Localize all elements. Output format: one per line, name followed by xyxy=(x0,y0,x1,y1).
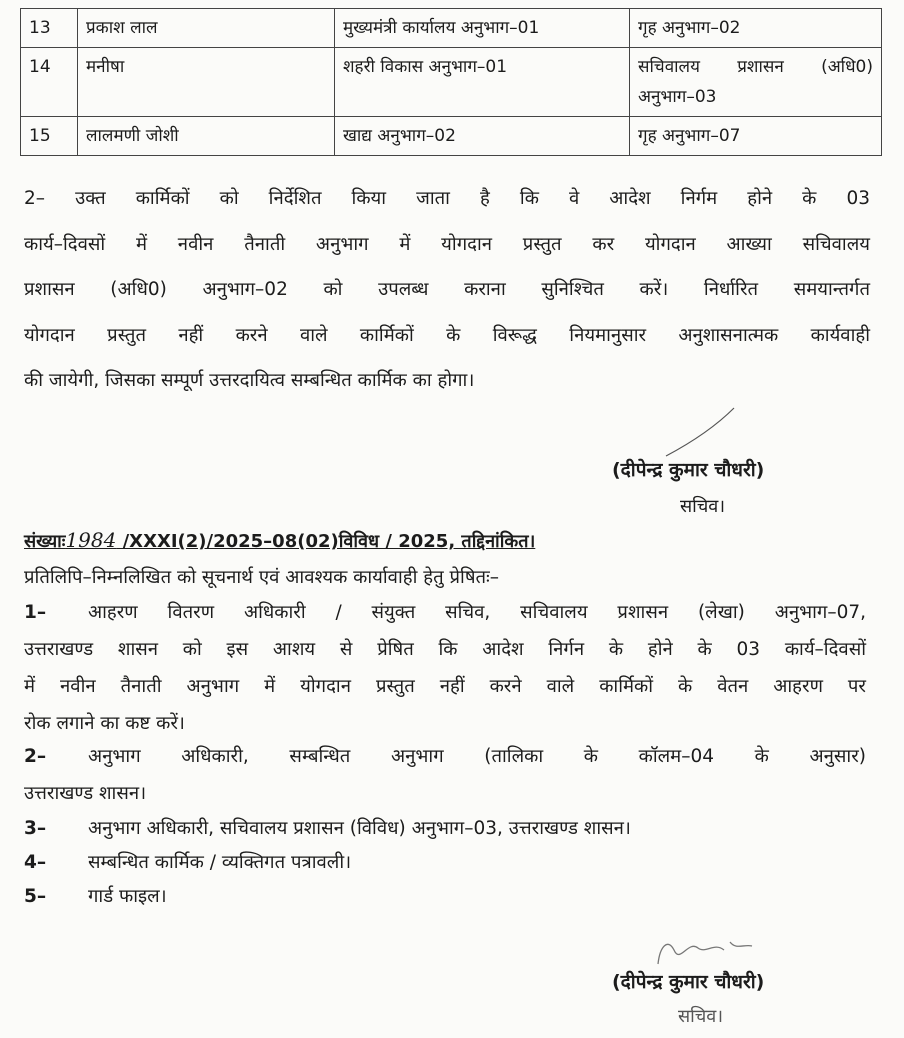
serial-cell: 13 xyxy=(21,9,78,48)
copy-item-number: 3– xyxy=(24,818,47,839)
copy-item-line: उत्तराखण्ड शासन। xyxy=(24,783,147,804)
reference-rest: /XXXI(2)/2025–08(02)विविध / 2025, तद्दिनांकित। xyxy=(116,531,536,552)
copy-item-line: 5– गार्ड फाइल। xyxy=(24,878,866,915)
copy-item-number: 1– xyxy=(24,602,47,623)
copy-item-line: में नवीन तैनाती अनुभाग में योगदान प्रस्तुत नहीं करने वाले कार्मिकों के वेतन आहरण पर xyxy=(24,676,866,697)
paragraph-line: योगदान प्रस्तुत नहीं करने वाले कार्मिकों के विरूद्ध नियमानुसार अनुशासनात्मक कार्यवाही xyxy=(24,324,870,346)
serial-cell: 15 xyxy=(21,117,78,156)
paragraph-line: प्रशासन (अधि0) अनुभाग–02 को उपलब्ध कराना सुनिश्चित करें। निर्धारित समयान्तर्गत xyxy=(24,279,870,300)
copy-item xyxy=(24,810,866,847)
copy-item-number: 5– xyxy=(24,886,47,907)
new-section-line: सचिवालय प्रशासन (अधि0) xyxy=(638,57,873,77)
instruction-paragraph xyxy=(24,176,870,404)
current-section-cell: शहरी विकास अनुभाग–01 xyxy=(335,48,630,117)
name-cell: मनीषा xyxy=(78,48,335,117)
reference-prefix: संख्याः xyxy=(24,531,66,552)
table-row xyxy=(21,48,882,117)
current-section-cell: खाद्य अनुभाग–02 xyxy=(335,117,630,156)
copy-item-number: 2– xyxy=(24,746,47,767)
paragraph-line: की जायेगी, जिसका सम्पूर्ण उत्तरदायित्व सम्बन्धित कार्मिक का होगा। xyxy=(24,370,475,391)
copy-item-line: 3– अनुभाग अधिकारी, सचिवालय प्रशासन (विविध) अनुभाग–03, उत्तराखण्ड शासन। xyxy=(24,810,866,847)
signatory-title: सचिव। xyxy=(678,1006,724,1027)
copy-item-line: उत्तराखण्ड शासन को इस आशय से प्रेषित कि आदेश निर्गन के होने के 03 कार्य–दिवसों xyxy=(24,639,866,660)
copy-item-line: रोक लगाने का कष्ट करें। xyxy=(24,713,185,734)
copy-item xyxy=(24,738,866,812)
paragraph-line: कार्य–दिवसों में नवीन तैनाती अनुभाग में योगदान प्रस्तुत कर योगदान आख्या सचिवालय xyxy=(24,233,870,255)
copy-heading: प्रतिलिपि–निम्नलिखित को सूचनार्थ एवं आवश्यक कार्यावाही हेतु प्रेषितः– xyxy=(24,567,500,588)
copy-item-number: 4– xyxy=(24,852,47,873)
new-section-line: अनुभाग–03 xyxy=(638,87,717,107)
signatory-name: (दीपेन्द्र कुमार चौधरी) xyxy=(612,459,765,481)
current-section-cell: मुख्यमंत्री कार्यालय अनुभाग–01 xyxy=(335,9,630,48)
signatory-title: सचिव। xyxy=(680,496,726,517)
name-cell: प्रकाश लाल xyxy=(78,9,335,48)
serial-cell: 14 xyxy=(21,48,78,117)
copy-item-line: 1– आहरण वितरण अधिकारी / संयुक्त सचिव, सचिवालय प्रशासन (लेखा) अनुभाग–07, xyxy=(24,594,866,631)
signature-stroke xyxy=(660,404,740,460)
new-section-cell: गृह अनुभाग–07 xyxy=(630,117,882,156)
table-row xyxy=(21,9,882,48)
new-section-cell xyxy=(630,48,882,117)
copy-item-line: 4– सम्बन्धित कार्मिक / व्यक्तिगत पत्रावली। xyxy=(24,844,866,881)
copy-item xyxy=(24,844,866,881)
handwritten-number: 1984 xyxy=(65,528,117,552)
paragraph-line: 2– उक्त कार्मिकों को निर्देशित किया जाता है कि वे आदेश निर्गम होने के 03 xyxy=(24,188,870,209)
signatory-name: (दीपेन्द्र कुमार चौधरी) xyxy=(612,971,765,993)
new-section-cell: गृह अनुभाग–02 xyxy=(630,9,882,48)
reference-number xyxy=(24,528,535,553)
copy-item-line: 2– अनुभाग अधिकारी, सम्बन्धित अनुभाग (तालिका के कॉलम–04 के अनुसार) xyxy=(24,738,866,775)
posting-table xyxy=(20,8,882,156)
name-cell: लालमणी जोशी xyxy=(78,117,335,156)
copy-item xyxy=(24,878,866,915)
copy-item xyxy=(24,594,866,742)
table-row xyxy=(21,117,882,156)
